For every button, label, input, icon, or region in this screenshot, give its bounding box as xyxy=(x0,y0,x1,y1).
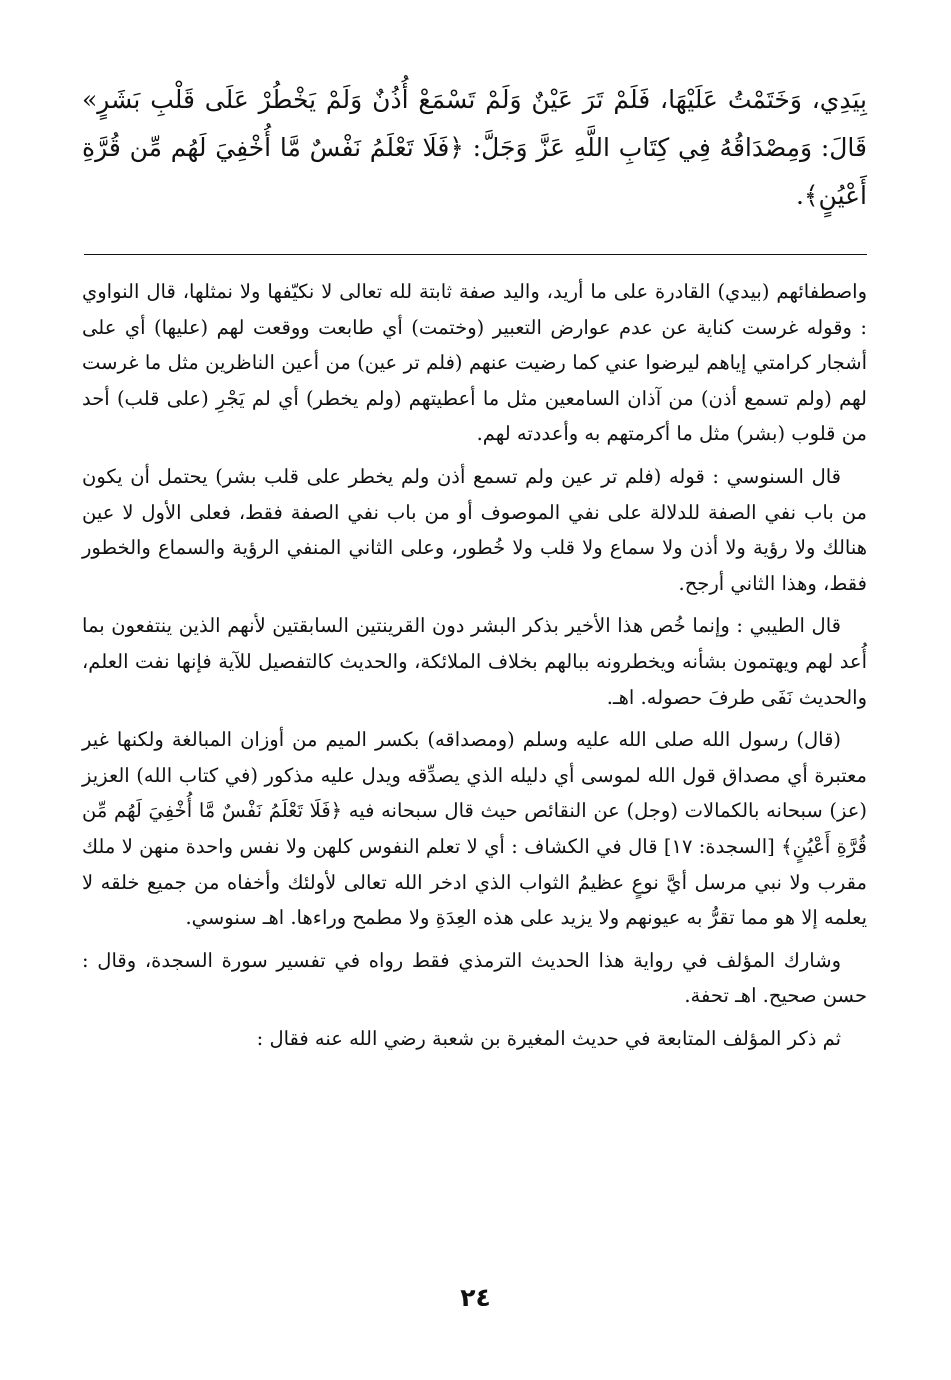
hadith-line-3: أَعْيُنٍ﴾. xyxy=(795,181,867,210)
hadith-text xyxy=(82,76,867,220)
commentary-paragraph-4: (قال) رسول الله صلى الله عليه وسلم (ومصداقه) بكسر الميم من أوزان المبالغة ولكنها غير معتبرة أي مصداق قول الله لموسى أي دليله الذي يصدِّقه ويدل عليه مذكور (في كتاب الله) العزيز (عز) سبحانه بالكمالات (وجل) عن النقائص حيث قال سبحانه فيه ﴿فَلَا تَعْلَمُ نَفْسٌ مَّا أُخْفِيَ لَهُم مِّن قُرَّةِ أَعْيُنٍ﴾ [السجدة: ١٧] قال في الكشاف : أي لا تعلم النفوس كلهن ولا نفس واحدة منهن لا ملك مقرب ولا نبي مرسل أيَّ نوعٍ عظيمُ الثواب الذي ادخر الله تعالى لأولئك وأخفاه من جميع خلقه لا يعلمه إلا هو مما تقرُّ به عيونهم ولا يزيد على هذه العِدَةِ ولا مطمح وراءها. اهـ سنوسي. xyxy=(82,728,867,930)
commentary-paragraph-2: قال السنوسي : قوله (فلم تر عين ولم تسمع أذن ولم يخطر على قلب بشر) يحتمل أن يكون من باب نفي الصفة للدلالة على نفي الموصوف أو من باب نفي الصفة فقط، فعلى الأول لا عين هنالك ولا رؤية ولا أذن ولا سماع ولا قلب ولا خُطور، وعلى الثاني المنفي الرؤية والسماع والخطور فقط، وهذا الثاني أرجح. xyxy=(82,464,867,595)
commentary-paragraph-5: وشارك المؤلف في رواية هذا الحديث الترمذي فقط رواه في تفسير سورة السجدة، وقال : حسن صحيح. اهـ تحفة. xyxy=(82,948,867,1008)
hadith-line-1: بِيَدِي، وَخَتَمْتُ عَلَيْهَا، فَلَمْ تَرَ عَيْنٌ وَلَمْ تَسْمَعْ أُذُنٌ وَلَمْ يَخْطُرْ عَلَى قَلْبِ بَشَرٍ» xyxy=(82,85,867,114)
hadith-line-2: قَالَ: وَمِصْدَاقُهُ فِي كِتَابِ اللَّهِ عَزَّ وَجَلَّ: ﴿فَلَا تَعْلَمُ نَفْسٌ مَّا أُخْفِيَ لَهُم مِّن قُرَّةِ xyxy=(82,133,867,162)
commentary-paragraph-1: واصطفائهم (بيدي) القادرة على ما أريد، واليد صفة ثابتة لله تعالى لا نكيّفها ولا نمثلها، قال النواوي : وقوله غرست كناية عن عدم عوارض التعبير (وختمت) أي طابعت ووقعت لهم (عليها) أي على أشجار كرامتي إياهم ليرضوا عني كما رضيت عنهم (فلم تر عين) من أعين الناظرين مثل ما غرست لهم (ولم تسمع أذن) من آذان السامعين مثل ما أعطيتهم (ولم يخطر) أي لم يَجْرِ (على قلب) أحد من قلوب (بشر) مثل ما أكرمتهم به وأعددته لهم. xyxy=(82,280,867,446)
footnote-separator xyxy=(84,254,867,255)
commentary-paragraph-3: قال الطيبي : وإنما خُص هذا الأخير بذكر البشر دون القرينتين السابقتين لأنهم الذين ينتفعون بما أُعد لهم ويهتمون بشأنه ويخطرونه ببالهم بخلاف الملائكة، والحديث كالتفصيل للآية فإنها نفت العلم، والحديث نَفَى طرفَ حصوله. اهـ. xyxy=(82,614,867,709)
commentary-text xyxy=(82,274,867,1063)
commentary-paragraph-6: ثم ذكر المؤلف المتابعة في حديث المغيرة بن شعبة رضي الله عنه فقال : xyxy=(256,1026,841,1050)
page-number: ٢٤ xyxy=(460,1283,491,1312)
